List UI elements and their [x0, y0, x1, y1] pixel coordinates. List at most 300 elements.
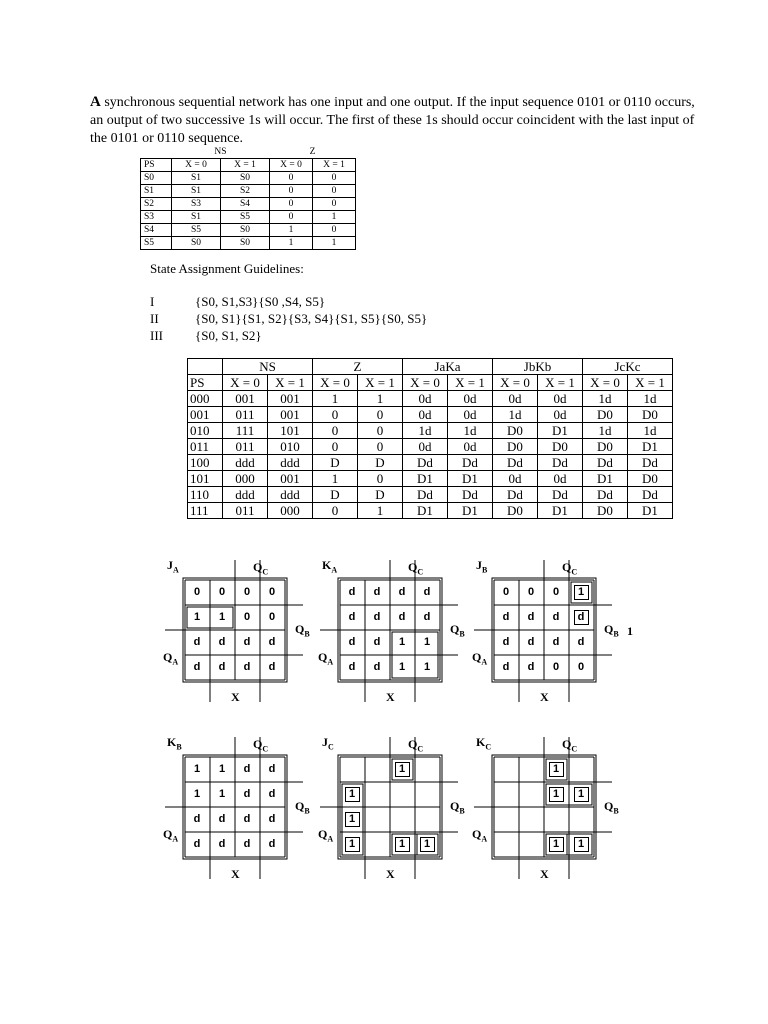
- kmap-cell: 1: [341, 783, 363, 805]
- table-cell: 0d: [448, 391, 493, 407]
- qa-label-letter: Q: [472, 650, 482, 664]
- qb-label-subscript: B: [613, 629, 619, 639]
- table-cell: S5: [141, 237, 172, 250]
- kmap-cell: d: [268, 636, 276, 648]
- kmap-cell: [520, 808, 542, 830]
- kmap-cell: d: [193, 661, 201, 673]
- kmap-cell: [366, 808, 388, 830]
- table-cell: S0: [172, 237, 221, 250]
- kmap-cell: 1: [416, 833, 438, 855]
- qa-label: [472, 650, 487, 666]
- kmap-cell: 1: [218, 788, 226, 800]
- kmap-cell: d: [243, 763, 251, 775]
- kmap-cell: 1: [341, 833, 363, 855]
- kmap-cell: d: [193, 813, 201, 825]
- table-cell: 0: [270, 172, 313, 185]
- table-cell: 010: [188, 423, 223, 439]
- kmap-function-label: [167, 735, 182, 751]
- kmap-cell: [520, 833, 542, 855]
- kmap-cell: d: [243, 636, 251, 648]
- kmap-cell: 0: [552, 661, 560, 673]
- qb-label-letter: Q: [295, 799, 305, 813]
- state-table: [140, 146, 356, 250]
- kmap-cell: [366, 758, 388, 780]
- qa-label-letter: Q: [318, 650, 328, 664]
- kmap-cell: 1: [570, 581, 592, 603]
- table-cell: 0d: [403, 439, 448, 455]
- kmap-cell: d: [218, 813, 226, 825]
- guideline-number: III: [150, 328, 163, 343]
- qc-label-letter: Q: [408, 737, 418, 751]
- kmap-cell: 0: [502, 586, 510, 598]
- qb-label-letter: Q: [450, 799, 460, 813]
- kmap-cell: 1: [423, 636, 431, 648]
- table-cell: S1: [141, 185, 172, 198]
- table-cell: 001: [223, 391, 268, 407]
- kmap-cell: [416, 783, 438, 805]
- x-label-letter: X: [540, 867, 549, 881]
- table-cell: 1: [358, 391, 403, 407]
- table-cell: S4: [221, 198, 270, 211]
- guideline-number: I: [150, 294, 155, 309]
- x-label: [386, 690, 395, 705]
- kmap-cell: [366, 833, 388, 855]
- kmap-cell: d: [527, 636, 535, 648]
- qc-label: [562, 560, 577, 576]
- lead-letter: A: [90, 94, 101, 110]
- x-label: [540, 867, 549, 882]
- kmap-cell: [416, 808, 438, 830]
- col-header: X = 0: [493, 375, 538, 391]
- table-cell: Dd: [448, 455, 493, 471]
- table-cell: Dd: [628, 455, 673, 471]
- kmap-cell: 1: [193, 788, 201, 800]
- table-cell: S1: [172, 172, 221, 185]
- kmap-cell: [570, 808, 592, 830]
- table-cell: D: [358, 455, 403, 471]
- kmap-cell: d: [502, 611, 510, 623]
- x-label: [231, 867, 240, 882]
- kmap-cell: 1: [391, 833, 413, 855]
- kmap-cell: d: [398, 586, 406, 598]
- table-cell: D0: [628, 471, 673, 487]
- qa-label-letter: Q: [318, 827, 328, 841]
- col-header: X = 0: [223, 375, 268, 391]
- kmap-cell: d: [577, 636, 585, 648]
- problem-text: synchronous sequential network has one input and one output. If the input sequence 0101 or 0110 occurs, an output of two successive 1s will occur. The first of these 1s should occur coincident with the last input of the 0101 or 0110 sequence.: [90, 95, 695, 146]
- table-cell: 0: [313, 407, 358, 423]
- col-header: X = 1: [628, 375, 673, 391]
- qb-label-letter: Q: [604, 622, 614, 636]
- table-cell: 000: [268, 503, 313, 519]
- kmap-cell: [391, 808, 413, 830]
- problem-statement: [90, 93, 710, 148]
- qa-label-subscript: A: [481, 834, 488, 844]
- kmap-cell: d: [348, 611, 356, 623]
- kmap-cell: d: [570, 606, 592, 628]
- table-cell: S0: [221, 237, 270, 250]
- table-cell: D1: [448, 503, 493, 519]
- table-cell: 1: [270, 224, 313, 237]
- kmap-cell: d: [218, 636, 226, 648]
- kmap-cell: d: [193, 636, 201, 648]
- col-header: X = 0: [313, 375, 358, 391]
- qc-label-letter: Q: [562, 560, 572, 574]
- table-cell: Dd: [403, 455, 448, 471]
- kmap-cell: d: [243, 661, 251, 673]
- kmap-cell: d: [527, 611, 535, 623]
- table-cell: 111: [223, 423, 268, 439]
- col-header: X = 0: [583, 375, 628, 391]
- table-cell: 1d: [583, 423, 628, 439]
- table-row: [188, 487, 673, 503]
- table-cell: Dd: [583, 487, 628, 503]
- function-letter: K: [476, 735, 486, 749]
- kmap-function-label: [322, 735, 334, 751]
- table-row: [188, 455, 673, 471]
- qb-label: [295, 622, 310, 638]
- table-cell: D0: [538, 439, 583, 455]
- qa-label-subscript: A: [327, 834, 334, 844]
- table-cell: 0: [358, 407, 403, 423]
- table-cell: 011: [223, 407, 268, 423]
- table-cell: 1d: [628, 423, 673, 439]
- qa-label-letter: Q: [472, 827, 482, 841]
- qa-label-subscript: A: [327, 657, 334, 667]
- table-cell: 101: [268, 423, 313, 439]
- table-cell: 0d: [493, 471, 538, 487]
- table-cell: D0: [493, 423, 538, 439]
- table-cell: 1d: [628, 391, 673, 407]
- table-row: [188, 391, 673, 407]
- kmap-function-label: [476, 558, 487, 574]
- qb-label-letter: Q: [295, 622, 305, 636]
- table-cell: D0: [583, 407, 628, 423]
- kmap-cell: [341, 758, 363, 780]
- kmap-cell: 1: [193, 763, 201, 775]
- kmap-cell: 1: [398, 636, 406, 648]
- col-header: X = 0: [172, 159, 221, 172]
- kmap-cell: 1: [218, 763, 226, 775]
- table-cell: 0: [313, 423, 358, 439]
- qc-label-subscript: C: [262, 567, 269, 577]
- guidelines-title: State Assignment Guidelines:: [150, 261, 304, 276]
- table-cell: Dd: [538, 455, 583, 471]
- table-row: [141, 211, 356, 224]
- kmap-cell: 1: [193, 611, 201, 623]
- table-cell: 110: [188, 487, 223, 503]
- table-cell: 0d: [538, 407, 583, 423]
- table-cell: D: [358, 487, 403, 503]
- col-header: X = 0: [403, 375, 448, 391]
- kmap-cell: d: [243, 813, 251, 825]
- table-cell: S5: [221, 211, 270, 224]
- kmap-cell: d: [527, 661, 535, 673]
- kmap-cell: 0: [552, 586, 560, 598]
- group-header: JbKb: [493, 359, 583, 375]
- qc-label-subscript: C: [571, 567, 578, 577]
- table-cell: D1: [538, 423, 583, 439]
- kmap-cell: d: [423, 611, 431, 623]
- col-header: X = 1: [448, 375, 493, 391]
- table-cell: D1: [628, 503, 673, 519]
- col-header: X = 0: [270, 159, 313, 172]
- table-cell: 1: [270, 237, 313, 250]
- table-cell: D: [313, 455, 358, 471]
- qc-label: [408, 560, 423, 576]
- qc-label: [408, 737, 423, 753]
- table-cell: 0: [313, 439, 358, 455]
- kmap-cell: d: [243, 788, 251, 800]
- table-cell: Dd: [448, 487, 493, 503]
- x-label: [386, 867, 395, 882]
- qc-label: [253, 737, 268, 753]
- table-cell: D1: [448, 471, 493, 487]
- state-table-ns-header: NS: [214, 147, 227, 157]
- table-row: [141, 224, 356, 237]
- table-cell: 1: [313, 211, 356, 224]
- kmap-cell: d: [398, 611, 406, 623]
- kmap-function-label: [167, 558, 179, 574]
- table-cell: D1: [403, 503, 448, 519]
- col-header-row: [188, 375, 673, 391]
- group-header: NS: [223, 359, 313, 375]
- table-cell: 0d: [403, 391, 448, 407]
- qc-label-letter: Q: [253, 737, 263, 751]
- table-cell: D1: [628, 439, 673, 455]
- kmap-cell: 0: [243, 586, 251, 598]
- kmap-cell: 0: [268, 611, 276, 623]
- table-cell: 0d: [448, 439, 493, 455]
- table-cell: 0: [270, 185, 313, 198]
- kmap-cell: d: [268, 788, 276, 800]
- table-cell: D0: [493, 439, 538, 455]
- table-cell: S4: [141, 224, 172, 237]
- table-cell: D1: [538, 503, 583, 519]
- table-cell: 011: [223, 503, 268, 519]
- excitation-table: [187, 358, 673, 519]
- qb-label-subscript: B: [304, 806, 310, 816]
- kmap-cell: d: [373, 661, 381, 673]
- table-cell: ddd: [268, 487, 313, 503]
- qc-label: [253, 560, 268, 576]
- qc-label-letter: Q: [562, 737, 572, 751]
- qa-label-subscript: A: [172, 834, 179, 844]
- table-cell: D1: [583, 471, 628, 487]
- kmap-cell: d: [268, 763, 276, 775]
- col-header: X = 1: [268, 375, 313, 391]
- kmap-cell: 0: [193, 586, 201, 598]
- kmap-cell: 1: [545, 783, 567, 805]
- table-cell: 0: [270, 211, 313, 224]
- qa-label: [318, 827, 333, 843]
- qa-label: [163, 827, 178, 843]
- kmap-cell: [545, 808, 567, 830]
- table-row: [188, 503, 673, 519]
- kmap-cell: [495, 783, 517, 805]
- qb-label-letter: Q: [604, 799, 614, 813]
- table-cell: S0: [141, 172, 172, 185]
- table-cell: S1: [172, 211, 221, 224]
- table-cell: ddd: [268, 455, 313, 471]
- kmap-cell: [495, 833, 517, 855]
- kmap-cell: d: [348, 661, 356, 673]
- kmap-cell: d: [193, 838, 201, 850]
- side-note: 1: [627, 624, 633, 638]
- table-cell: 0d: [403, 407, 448, 423]
- table-cell: Dd: [493, 487, 538, 503]
- kmap-cell: d: [268, 813, 276, 825]
- table-row: [141, 237, 356, 250]
- table-cell: 001: [268, 407, 313, 423]
- state-table-z-header: Z: [309, 147, 316, 157]
- table-cell: S3: [141, 211, 172, 224]
- table-row: [188, 423, 673, 439]
- table-cell: Dd: [493, 455, 538, 471]
- table-cell: D0: [583, 503, 628, 519]
- qc-label-subscript: C: [571, 744, 578, 754]
- table-cell: Dd: [538, 487, 583, 503]
- kmap-cell: 0: [577, 661, 585, 673]
- table-cell: 1d: [403, 423, 448, 439]
- table-cell: 1: [313, 391, 358, 407]
- table-cell: 0: [358, 423, 403, 439]
- table-cell: 011: [188, 439, 223, 455]
- kmap-cell: 0: [527, 586, 535, 598]
- kmap-cell: 1: [423, 661, 431, 673]
- x-label-letter: X: [540, 690, 549, 704]
- kmap-cell: d: [268, 838, 276, 850]
- kmap-cell: 1: [398, 661, 406, 673]
- qb-label-subscript: B: [459, 806, 465, 816]
- function-letter: J: [322, 735, 328, 749]
- table-cell: Dd: [403, 487, 448, 503]
- table-cell: ddd: [223, 487, 268, 503]
- kmap-cell: d: [423, 586, 431, 598]
- col-header: X = 1: [313, 159, 356, 172]
- table-cell: D1: [403, 471, 448, 487]
- kmap-cell: d: [373, 636, 381, 648]
- table-cell: S2: [141, 198, 172, 211]
- col-header: PS: [188, 375, 223, 391]
- table-cell: 0: [313, 503, 358, 519]
- table-cell: D: [313, 487, 358, 503]
- col-header: X = 1: [358, 375, 403, 391]
- function-letter: J: [167, 558, 173, 572]
- qa-label: [163, 650, 178, 666]
- table-cell: 101: [188, 471, 223, 487]
- kmap-cell: 0: [218, 586, 226, 598]
- kmap-cell: 1: [218, 611, 226, 623]
- table-row: [188, 471, 673, 487]
- qb-label: [295, 799, 310, 815]
- table-cell: Dd: [583, 455, 628, 471]
- table-cell: S5: [172, 224, 221, 237]
- x-label-letter: X: [231, 867, 240, 881]
- function-letter: J: [476, 558, 482, 572]
- table-cell: S0: [221, 224, 270, 237]
- kmap-cell: d: [348, 636, 356, 648]
- blank-cell: [188, 359, 223, 375]
- table-row: [188, 439, 673, 455]
- table-cell: 0: [313, 224, 356, 237]
- kmap-cell: [495, 808, 517, 830]
- qb-label-subscript: B: [459, 629, 465, 639]
- kmap-cell: [391, 783, 413, 805]
- kmap-cell: [520, 758, 542, 780]
- table-cell: 1: [313, 471, 358, 487]
- qc-label: [562, 737, 577, 753]
- x-label: [231, 690, 240, 705]
- qc-label-letter: Q: [253, 560, 263, 574]
- table-cell: 001: [268, 391, 313, 407]
- table-cell: 0: [358, 471, 403, 487]
- kmap-cell: [495, 758, 517, 780]
- table-cell: 0: [313, 198, 356, 211]
- kmap-cell: d: [502, 661, 510, 673]
- table-row: [188, 407, 673, 423]
- qb-label-subscript: B: [304, 629, 310, 639]
- kmap-cell: d: [218, 661, 226, 673]
- function-subscript: C: [328, 742, 334, 752]
- kmap-cell: 0: [243, 611, 251, 623]
- col-header: X = 1: [538, 375, 583, 391]
- table-cell: S1: [172, 185, 221, 198]
- kmap-cell: 1: [391, 758, 413, 780]
- table-cell: S2: [221, 185, 270, 198]
- kmap-cell: 1: [545, 758, 567, 780]
- table-cell: 1d: [583, 391, 628, 407]
- function-subscript: C: [485, 742, 492, 752]
- guideline-text: {S0, S1, S2}: [195, 328, 262, 343]
- table-cell: 0d: [493, 391, 538, 407]
- qa-label-subscript: A: [481, 657, 488, 667]
- function-letter: K: [167, 735, 177, 749]
- table-cell: 100: [188, 455, 223, 471]
- qb-label: [450, 622, 465, 638]
- kmap-cell: d: [373, 586, 381, 598]
- table-cell: 010: [268, 439, 313, 455]
- function-subscript: B: [176, 742, 182, 752]
- table-cell: 011: [223, 439, 268, 455]
- qb-label: [450, 799, 465, 815]
- x-label-letter: X: [231, 690, 240, 704]
- kmap-cell: d: [243, 838, 251, 850]
- guideline-number: II: [150, 311, 159, 326]
- kmap-cell: 1: [570, 833, 592, 855]
- table-cell: 1d: [493, 407, 538, 423]
- table-cell: D0: [493, 503, 538, 519]
- qc-label-subscript: C: [262, 744, 269, 754]
- qa-label: [472, 827, 487, 843]
- table-cell: 001: [188, 407, 223, 423]
- kmap-cell: [520, 783, 542, 805]
- qa-label-letter: Q: [163, 827, 173, 841]
- table-row: [141, 185, 356, 198]
- kmap-cell: 1: [545, 833, 567, 855]
- kmap-cell: d: [348, 586, 356, 598]
- kmap-cell: [416, 758, 438, 780]
- table-cell: 000: [223, 471, 268, 487]
- table-cell: 0: [313, 172, 356, 185]
- kmap-cell: [366, 783, 388, 805]
- group-header-row: [188, 359, 673, 375]
- qb-label: [604, 622, 619, 638]
- kmap-cell: d: [268, 661, 276, 673]
- table-cell: 0d: [448, 407, 493, 423]
- kmap-cell: d: [552, 611, 560, 623]
- kmap-cell: d: [373, 611, 381, 623]
